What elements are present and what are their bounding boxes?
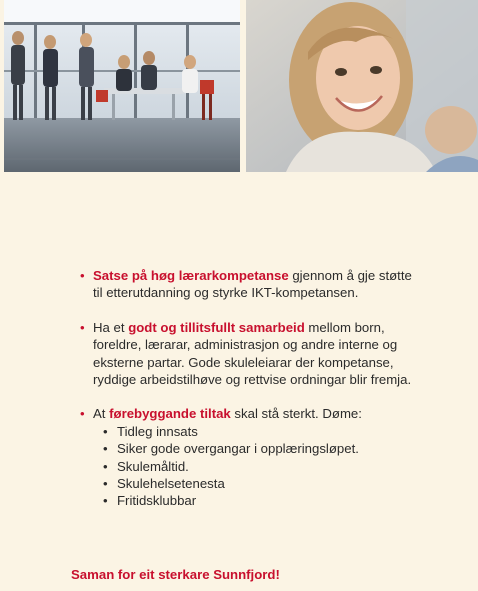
bullet-marker: • xyxy=(80,268,85,283)
bullet-lead: Ha et xyxy=(93,319,129,335)
bullet-marker: • xyxy=(80,319,85,335)
sub-bullet-marker: • xyxy=(103,423,108,439)
bullet-list xyxy=(80,267,420,527)
list-item: • Fritidsklubbar xyxy=(103,493,197,509)
bullet-text: skal stå sterkt. Døme: xyxy=(230,406,362,422)
bullet-highlight: godt og tillitsfullt samarbeid xyxy=(128,319,305,335)
bullet-highlight: Satse på høg lærarkompetanse xyxy=(93,268,289,283)
bullet-lead: At xyxy=(93,406,110,422)
smiling-girl-photo xyxy=(246,0,478,172)
bullet-text: gjennom å gje støtte til etterutdanning og styrke IKT-kompetansen. xyxy=(93,268,412,301)
bullet-item-cooperation xyxy=(80,319,420,389)
slogan: Saman for eit sterkare Sunnfjord! xyxy=(71,567,280,582)
sub-bullet-marker: • xyxy=(103,493,108,509)
bullet-marker: • xyxy=(80,406,85,422)
bullet-item-teacher-competence xyxy=(80,267,420,302)
sub-bullet-marker: • xyxy=(103,458,108,474)
photo-strip xyxy=(0,0,478,172)
sub-bullet-marker: • xyxy=(103,441,108,457)
list-item: • Tidleg innsats xyxy=(103,423,198,439)
list-item: • Skulehelsetenesta xyxy=(103,476,225,492)
bullet-highlight: førebyggande tiltak xyxy=(109,406,231,422)
classroom-photo xyxy=(4,0,240,172)
list-item: • Siker gode overgangar i opplæringsløpet. xyxy=(103,441,359,457)
bullet-item-preventive-measures xyxy=(80,405,420,509)
list-item: • Skulemåltid. xyxy=(103,458,189,474)
sub-bullet-marker: • xyxy=(103,476,108,492)
example-sublist xyxy=(93,423,420,510)
bullet-text: mellom born, foreldre, lærarar, administrasjon og andre interne og eksterne partar. Gode skuleleiarar der kompetanse, ryddige arbeidstilhøve og rettvise ordningar blir fremja. xyxy=(93,319,412,388)
